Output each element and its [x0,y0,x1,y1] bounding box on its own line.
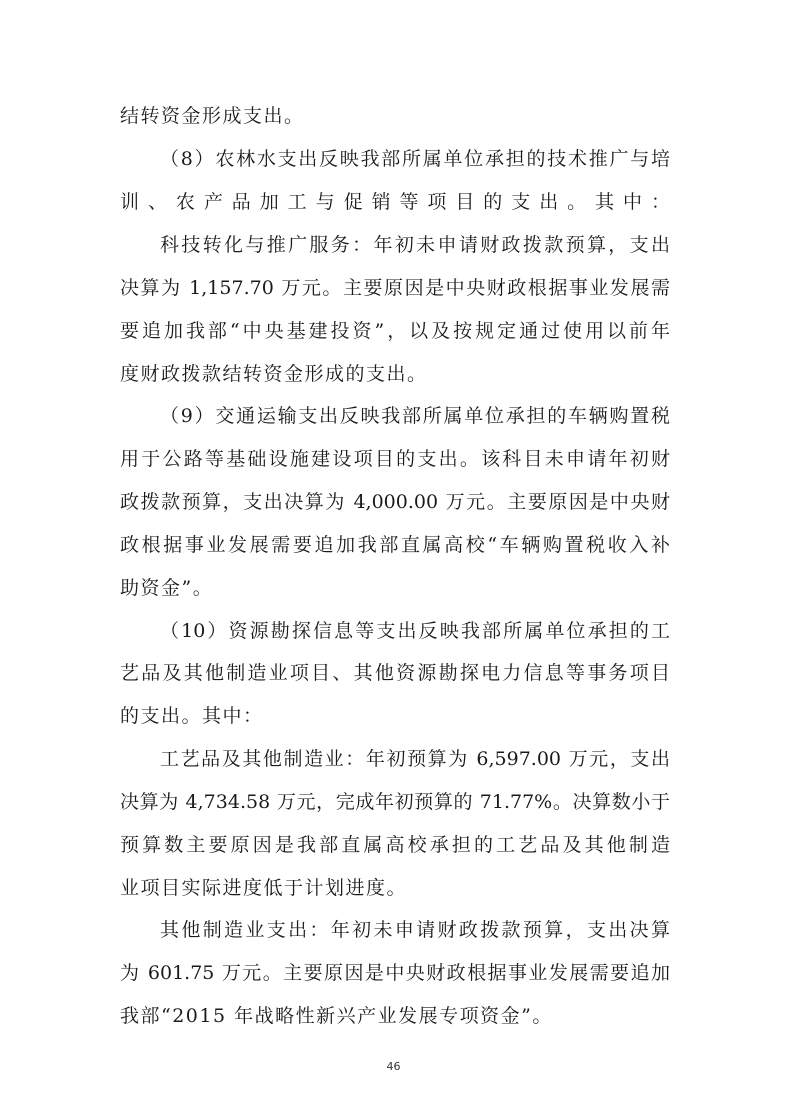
text-line: 业项目实际进度低于计划进度。 [120,877,408,899]
text-line: 助资金”。 [120,577,214,599]
text-line: 其他制造业支出：年初未申请财政拨款预算，支出决算 [160,919,670,941]
text-line: 科技转化与推广服务：年初未申请财政拨款预算，支出 [160,234,670,256]
text-line: （9）交通运输支出反映我部所属单位承担的车辆购置税 [160,405,670,427]
text-line: （10）资源勘探信息等支出反映我部所属单位承担的工 [160,620,670,642]
text-line: 我部“2015 年战略性新兴产业发展专项资金”。 [120,1005,553,1027]
text-line: 决算为 4,734.58 万元，完成年初预算的 71.77%。决算数小于 [120,791,670,813]
text-line: 政根据事业发展需要追加我部直属高校“车辆购置税收入补 [120,534,670,556]
text-line: 度财政拨款结转资金形成的支出。 [120,363,428,385]
text-line: 决算为 1,157.70 万元。主要原因是中央财政根据事业发展需 [120,277,670,299]
text-line: 的支出。其中： [120,705,264,727]
text-line: 工艺品及其他制造业：年初预算为 6,597.00 万元，支出 [160,748,670,770]
text-line: 艺品及其他制造业项目、其他资源勘探电力信息等事务项目 [120,662,670,684]
text-line: （8）农林水支出反映我部所属单位承担的技术推广与培 [160,148,670,170]
text-line: 结转资金形成支出。 [120,105,305,127]
text-line: 为 601.75 万元。主要原因是中央财政根据事业发展需要追加 [120,962,670,984]
text-line: 要追加我部“中央基建投资”，以及按规定通过使用以前年 [120,320,670,342]
page-number: 46 [386,1060,401,1073]
text-line: 预算数主要原因是我部直属高校承担的工艺品及其他制造 [120,834,670,856]
text-line: 用于公路等基础设施建设项目的支出。该科目未申请年初财 [120,448,670,470]
text-line: 政拨款预算，支出决算为 4,000.00 万元。主要原因是中央财 [120,491,670,513]
text-line: 训、农产品加工与促销等项目的支出。其中： [120,191,670,213]
